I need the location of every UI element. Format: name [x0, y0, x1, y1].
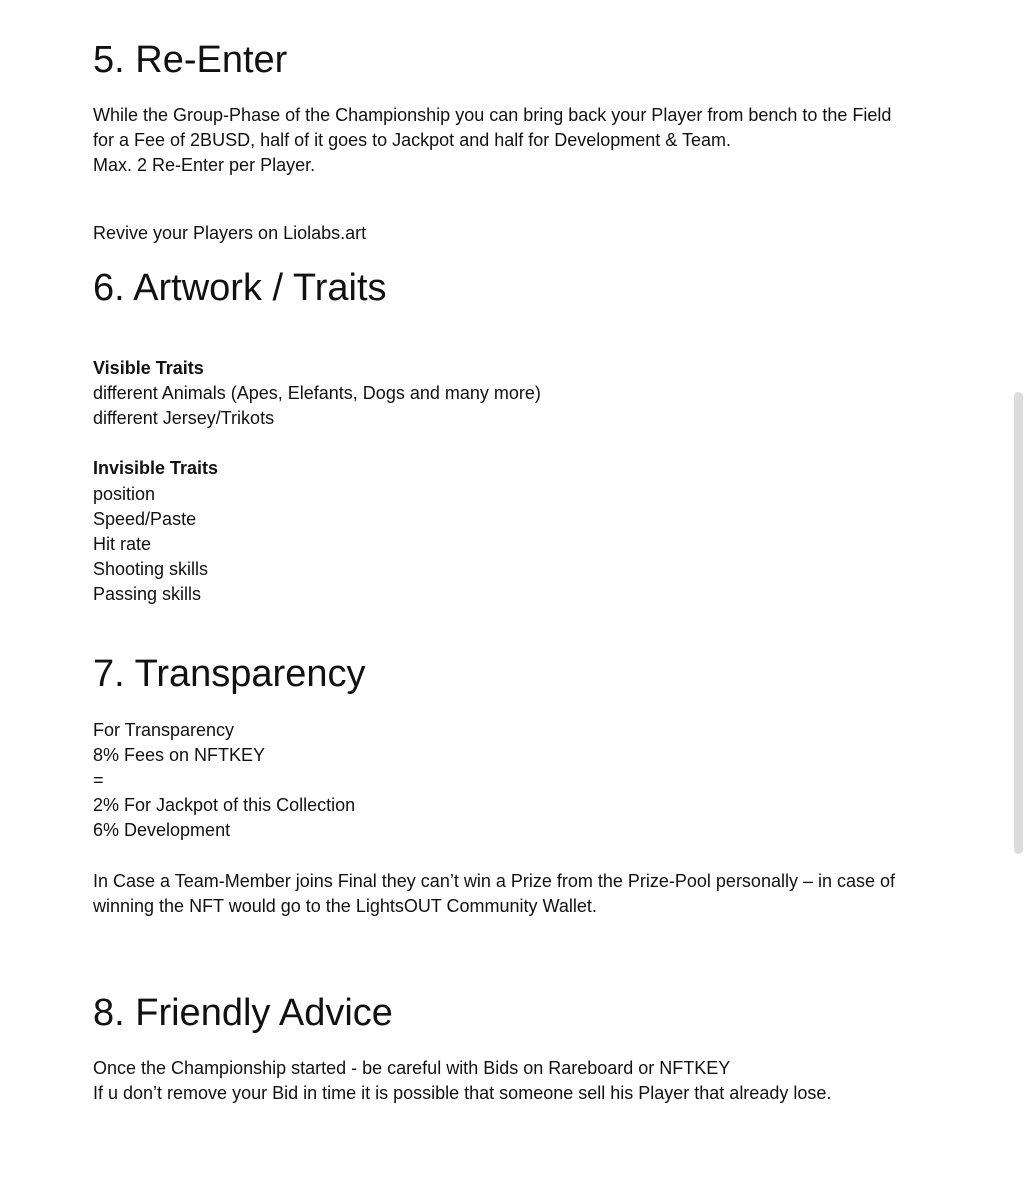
list-item: Shooting skills — [93, 559, 209, 579]
list-item: position — [93, 484, 156, 504]
paragraph-line: = — [93, 770, 104, 790]
paragraph-line: 2% For Jackpot of this Collection — [93, 795, 356, 815]
list-item: different Animals (Apes, Elefants, Dogs and many more) — [93, 383, 541, 403]
list-item: Speed/Paste — [93, 509, 197, 529]
section-heading-re-enter: 5. Re-Enter — [93, 39, 288, 81]
visible-traits-title: Visible Traits — [93, 358, 204, 378]
paragraph-line: winning the NFT would go to the LightsOUT Community Wallet. — [93, 896, 597, 916]
section-heading-artwork-traits: 6. Artwork / Traits — [93, 267, 387, 309]
paragraph-line: 8% Fees on NFTKEY — [93, 745, 266, 765]
invisible-traits-title: Invisible Traits — [93, 458, 219, 478]
paragraph-line: Revive your Players on Liolabs.art — [93, 223, 367, 243]
section-heading-transparency: 7. Transparency — [93, 653, 366, 695]
paragraph-line: For Transparency — [93, 720, 235, 740]
paragraph-line: for a Fee of 2BUSD, half of it goes to Jackpot and half for Development & Team. — [93, 130, 732, 150]
paragraph-line: While the Group-Phase of the Championship you can bring back your Player from bench to the Field — [93, 105, 892, 125]
scrollbar-thumb[interactable] — [1014, 392, 1023, 854]
list-item: Hit rate — [93, 534, 152, 554]
list-item: Passing skills — [93, 584, 202, 604]
section-heading-friendly-advice: 8. Friendly Advice — [93, 992, 393, 1034]
paragraph-line: 6% Development — [93, 820, 231, 840]
paragraph-line: Max. 2 Re-Enter per Player. — [93, 155, 316, 175]
paragraph-line: Once the Championship started - be careful with Bids on Rareboard or NFTKEY — [93, 1058, 731, 1078]
paragraph-line: In Case a Team-Member joins Final they can’t win a Prize from the Prize-Pool personally – in case of — [93, 871, 896, 891]
paragraph-line: If u don’t remove your Bid in time it is possible that someone sell his Player that already lose. — [93, 1083, 832, 1103]
list-item: different Jersey/Trikots — [93, 408, 275, 428]
